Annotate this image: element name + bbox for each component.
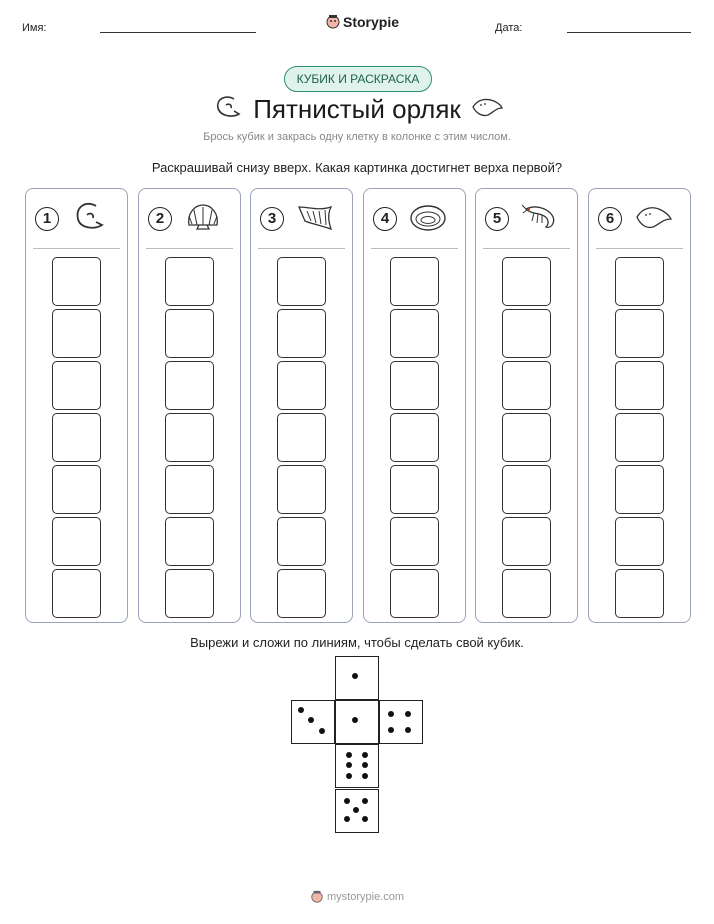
dice-column-6 <box>588 188 691 623</box>
color-cell[interactable] <box>277 413 326 462</box>
date-field[interactable] <box>567 32 691 33</box>
column-divider <box>258 248 345 249</box>
dice-face-4 <box>379 700 423 744</box>
color-cell[interactable] <box>390 309 439 358</box>
subtitle: Брось кубик и закрась одну клетку в колонке с этим числом. <box>203 131 511 143</box>
color-cell[interactable] <box>277 361 326 410</box>
color-cell[interactable] <box>502 309 551 358</box>
color-cell[interactable] <box>165 517 214 566</box>
instruction: Раскрашивай снизу вверх. Какая картинка достигнет верха первой? <box>151 160 563 175</box>
color-cell[interactable] <box>52 361 101 410</box>
page-title: Пятнистый орляк <box>253 94 461 124</box>
scallop-shell-icon <box>183 201 223 235</box>
color-cell[interactable] <box>502 517 551 566</box>
column-number: 6 <box>598 207 622 231</box>
fish-hook-icon <box>70 201 110 235</box>
color-cell[interactable] <box>390 465 439 514</box>
color-cell[interactable] <box>502 465 551 514</box>
color-cell[interactable] <box>502 257 551 306</box>
column-number: 4 <box>373 207 397 231</box>
footer-url: mystorypie.com <box>327 890 405 903</box>
color-cell[interactable] <box>165 309 214 358</box>
brand-logo <box>326 14 399 30</box>
dice-face-1 <box>335 656 379 700</box>
dice-column-3 <box>250 188 353 623</box>
dice-column-1 <box>25 188 128 623</box>
column-divider <box>371 248 458 249</box>
color-cell[interactable] <box>502 413 551 462</box>
cut-instruction: Вырежи и сложи по линиям, чтобы сделать свой кубик. <box>190 635 524 650</box>
color-cell[interactable] <box>615 517 664 566</box>
color-cell[interactable] <box>52 465 101 514</box>
color-cell[interactable] <box>52 569 101 618</box>
color-cell[interactable] <box>390 569 439 618</box>
color-cell[interactable] <box>165 257 214 306</box>
column-number: 5 <box>485 207 509 231</box>
dice-face-6 <box>335 744 379 788</box>
dice-column-2 <box>138 188 241 623</box>
dice-face-3 <box>291 700 335 744</box>
shrimp-icon <box>520 201 560 235</box>
color-cell[interactable] <box>277 517 326 566</box>
color-cell[interactable] <box>52 413 101 462</box>
color-cell[interactable] <box>615 361 664 410</box>
color-cell[interactable] <box>165 569 214 618</box>
color-cell[interactable] <box>390 413 439 462</box>
color-cell[interactable] <box>277 309 326 358</box>
color-cell[interactable] <box>390 517 439 566</box>
column-divider <box>483 248 570 249</box>
column-divider <box>146 248 233 249</box>
column-number: 3 <box>260 207 284 231</box>
footer <box>0 890 714 904</box>
fish-hook-title-icon <box>212 95 244 121</box>
column-divider <box>33 248 120 249</box>
color-cell[interactable] <box>615 257 664 306</box>
category-badge: КУБИК И РАСКРАСКА <box>284 66 432 92</box>
column-divider <box>596 248 683 249</box>
column-number: 1 <box>35 207 59 231</box>
brand-name: Storypie <box>343 14 400 30</box>
color-cell[interactable] <box>502 361 551 410</box>
name-field[interactable] <box>100 32 256 33</box>
color-cell[interactable] <box>52 517 101 566</box>
stingray-title-icon <box>470 95 504 119</box>
color-cell[interactable] <box>615 413 664 462</box>
storypie-logo-icon <box>326 14 340 30</box>
color-cell[interactable] <box>52 257 101 306</box>
color-cell[interactable] <box>277 569 326 618</box>
dice-net <box>290 656 426 836</box>
color-cell[interactable] <box>615 309 664 358</box>
date-label: Дата: <box>495 22 523 34</box>
color-cell[interactable] <box>615 465 664 514</box>
color-cell[interactable] <box>390 257 439 306</box>
name-label: Имя: <box>22 22 47 34</box>
clam-icon <box>408 201 448 235</box>
storypie-logo-icon <box>310 890 324 904</box>
color-cell[interactable] <box>165 413 214 462</box>
color-cell[interactable] <box>165 361 214 410</box>
column-number: 2 <box>148 207 172 231</box>
color-cell[interactable] <box>277 257 326 306</box>
color-cell[interactable] <box>615 569 664 618</box>
color-cell[interactable] <box>165 465 214 514</box>
color-cell[interactable] <box>390 361 439 410</box>
color-cell[interactable] <box>502 569 551 618</box>
dice-face-1-center <box>335 700 379 744</box>
dice-face-5 <box>335 789 379 833</box>
stingray-icon <box>633 201 673 235</box>
fish-fin-icon <box>295 201 335 235</box>
color-cell[interactable] <box>277 465 326 514</box>
dice-column-5 <box>475 188 578 623</box>
dice-column-4 <box>363 188 466 623</box>
color-cell[interactable] <box>52 309 101 358</box>
